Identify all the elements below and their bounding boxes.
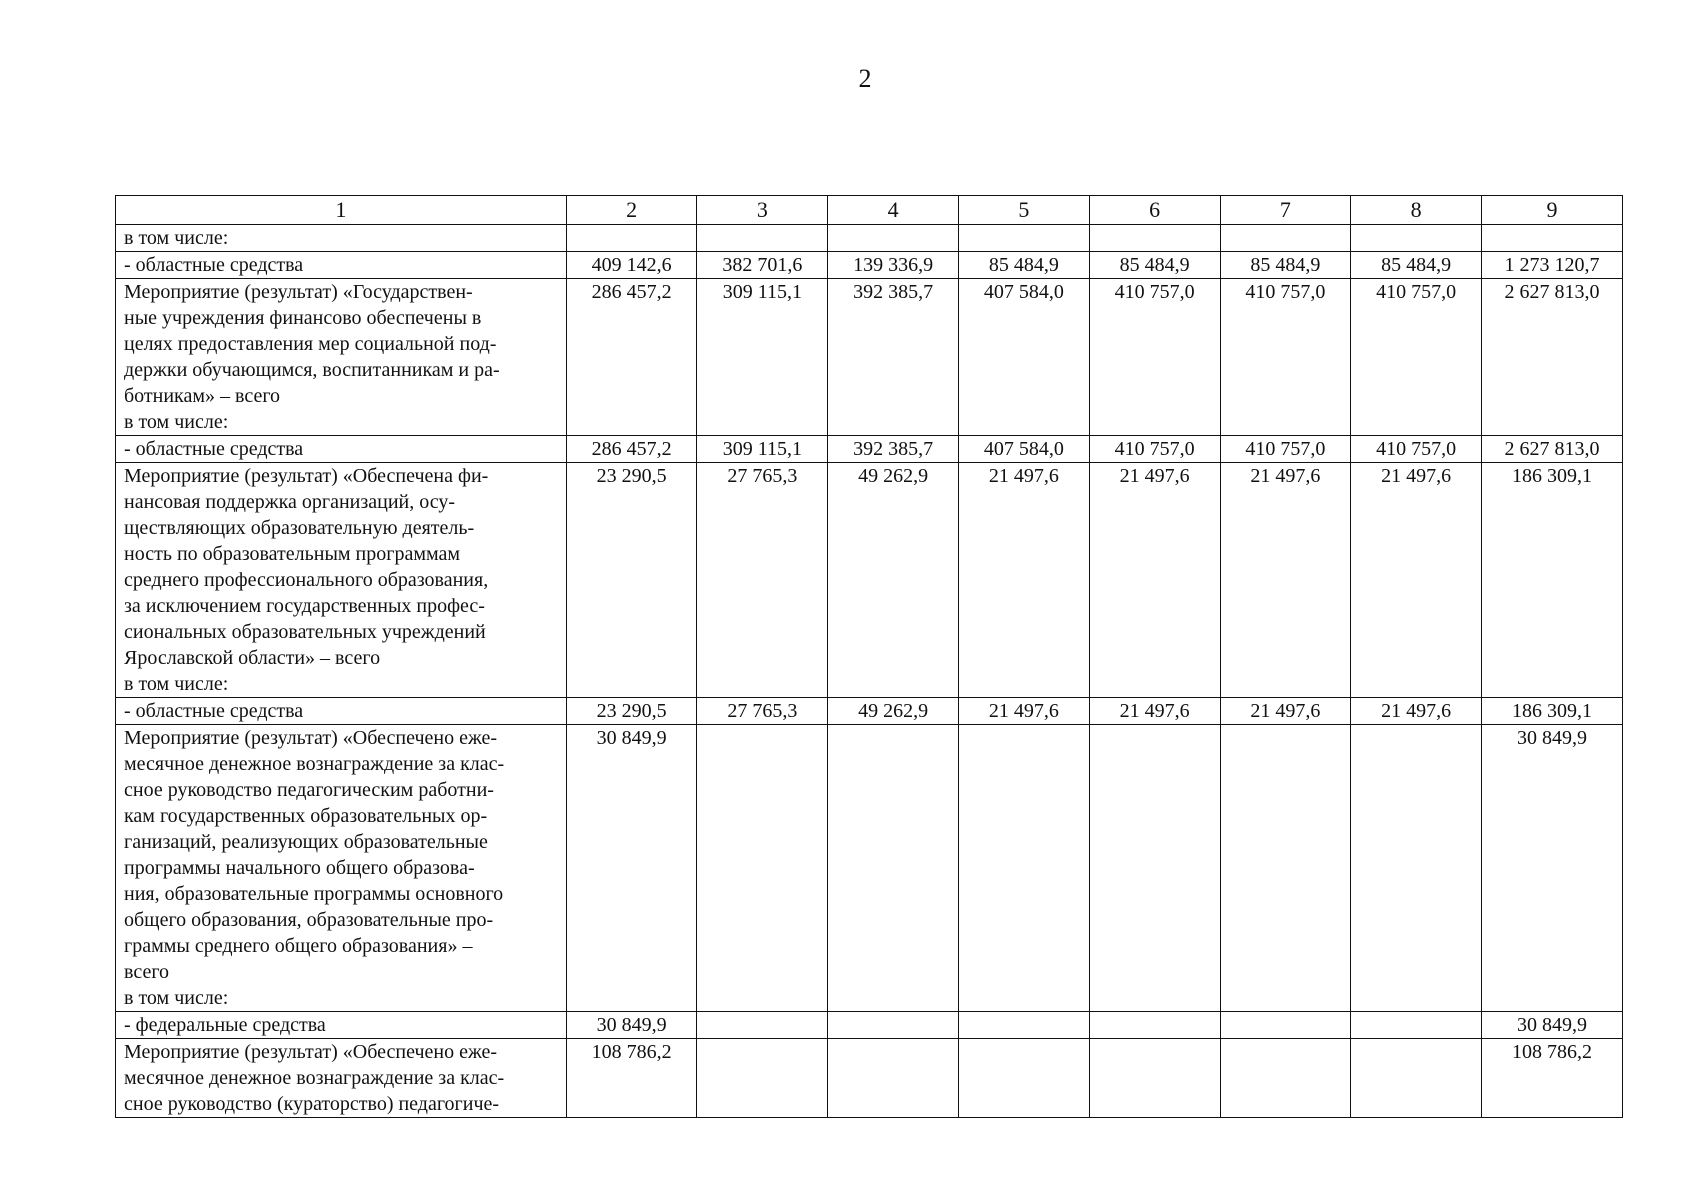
table-row xyxy=(116,279,1623,436)
value-cell-col-3: 27 765,3 xyxy=(697,698,828,725)
value-cell-col-2 xyxy=(566,225,697,252)
value-cell-col-2: 108 786,2 xyxy=(566,1039,697,1118)
description-line: Мероприятие (результат) «Обеспечена фи- xyxy=(124,465,489,487)
description-line: Мероприятие (результат) «Обеспечено еже- xyxy=(124,727,498,749)
description-line: сное руководство (кураторство) педагогиче- xyxy=(124,1093,500,1115)
description-line: граммы среднего общего образования» – xyxy=(124,935,473,957)
value-cell-col-4: 49 262,9 xyxy=(828,698,959,725)
description-line: общего образования, образовательные про- xyxy=(124,909,494,931)
value-cell-col-8: 21 497,6 xyxy=(1351,463,1482,698)
budget-table xyxy=(115,195,1623,1118)
value-cell-col-2: 409 142,6 xyxy=(566,252,697,279)
description-line: сное руководство педагогическим работни- xyxy=(124,779,494,801)
table-header xyxy=(116,196,1623,225)
table-row xyxy=(116,225,1623,252)
description-line: всего xyxy=(124,961,170,983)
value-cell-col-9: 1 273 120,7 xyxy=(1482,252,1623,279)
description-line: месячное денежное вознаграждение за клас- xyxy=(124,1067,505,1089)
header-cell: 3 xyxy=(697,196,828,225)
description-line: ботникам» – всего xyxy=(124,385,281,407)
header-cell: 1 xyxy=(116,196,567,225)
value-cell-col-2: 23 290,5 xyxy=(566,463,697,698)
description-line: в том числе: xyxy=(124,411,229,433)
value-cell-col-7: 410 757,0 xyxy=(1220,279,1351,436)
value-cell-col-6: 410 757,0 xyxy=(1089,436,1220,463)
value-cell-col-9: 30 849,9 xyxy=(1482,1012,1623,1039)
value-cell-col-3: 27 765,3 xyxy=(697,463,828,698)
value-cell-col-9: 186 309,1 xyxy=(1482,698,1623,725)
description-line: сиональных образовательных учреждений xyxy=(124,621,486,643)
description-line: ния, образовательные программы основного xyxy=(124,883,504,905)
value-cell-col-8 xyxy=(1351,225,1482,252)
value-cell-col-5: 21 497,6 xyxy=(958,698,1089,725)
value-cell-col-5: 407 584,0 xyxy=(958,436,1089,463)
value-cell-col-3 xyxy=(697,1039,828,1118)
value-cell-col-4: 392 385,7 xyxy=(828,436,959,463)
description-line: - федеральные средства xyxy=(124,1014,326,1036)
value-cell-col-7 xyxy=(1220,225,1351,252)
header-cell: 4 xyxy=(828,196,959,225)
description-line: Мероприятие (результат) «Обеспечено еже- xyxy=(124,1041,498,1063)
value-cell-col-2: 286 457,2 xyxy=(566,279,697,436)
row-description-cell xyxy=(116,725,567,1012)
row-description-cell xyxy=(116,698,567,725)
header-row xyxy=(116,196,1623,225)
description-line: в том числе: xyxy=(124,227,229,249)
value-cell-col-3: 309 115,1 xyxy=(697,279,828,436)
value-cell-col-7: 21 497,6 xyxy=(1220,463,1351,698)
header-cell: 9 xyxy=(1482,196,1623,225)
description-line: держки обучающимся, воспитанникам и ра- xyxy=(124,359,500,381)
table-body xyxy=(116,225,1623,1118)
value-cell-col-7: 21 497,6 xyxy=(1220,698,1351,725)
page-number: 2 xyxy=(858,64,872,93)
value-cell-col-2: 30 849,9 xyxy=(566,1012,697,1039)
value-cell-col-8: 410 757,0 xyxy=(1351,436,1482,463)
value-cell-col-6: 85 484,9 xyxy=(1089,252,1220,279)
value-cell-col-3 xyxy=(697,725,828,1012)
value-cell-col-8: 21 497,6 xyxy=(1351,698,1482,725)
description-line: в том числе: xyxy=(124,987,229,1009)
value-cell-col-6 xyxy=(1089,1039,1220,1118)
value-cell-col-5: 85 484,9 xyxy=(958,252,1089,279)
value-cell-col-2: 286 457,2 xyxy=(566,436,697,463)
value-cell-col-6 xyxy=(1089,225,1220,252)
value-cell-col-5: 407 584,0 xyxy=(958,279,1089,436)
value-cell-col-7: 410 757,0 xyxy=(1220,436,1351,463)
header-cell: 2 xyxy=(566,196,697,225)
value-cell-col-9: 30 849,9 xyxy=(1482,725,1623,1012)
value-cell-col-8: 85 484,9 xyxy=(1351,252,1482,279)
value-cell-col-2: 23 290,5 xyxy=(566,698,697,725)
value-cell-col-3: 309 115,1 xyxy=(697,436,828,463)
description-line: кам государственных образовательных ор- xyxy=(124,805,488,827)
description-line: месячное денежное вознаграждение за клас- xyxy=(124,753,505,775)
value-cell-col-9: 186 309,1 xyxy=(1482,463,1623,698)
value-cell-col-9: 2 627 813,0 xyxy=(1482,436,1623,463)
description-line: нансовая поддержка организаций, осу- xyxy=(124,491,456,513)
table-row xyxy=(116,1039,1623,1118)
value-cell-col-4 xyxy=(828,1039,959,1118)
value-cell-col-4: 392 385,7 xyxy=(828,279,959,436)
value-cell-col-5 xyxy=(958,1039,1089,1118)
value-cell-col-7 xyxy=(1220,1039,1351,1118)
description-line: ные учреждения финансово обеспечены в xyxy=(124,307,482,329)
value-cell-col-7 xyxy=(1220,1012,1351,1039)
value-cell-col-8: 410 757,0 xyxy=(1351,279,1482,436)
value-cell-col-3 xyxy=(697,1012,828,1039)
description-line: ность по образовательным программам xyxy=(124,543,461,565)
description-line: в том числе: xyxy=(124,673,229,695)
table-row xyxy=(116,436,1623,463)
value-cell-col-6: 410 757,0 xyxy=(1089,279,1220,436)
value-cell-col-8 xyxy=(1351,1039,1482,1118)
row-description-cell xyxy=(116,1012,567,1039)
value-cell-col-8 xyxy=(1351,725,1482,1012)
value-cell-col-4 xyxy=(828,725,959,1012)
header-cell: 8 xyxy=(1351,196,1482,225)
value-cell-col-3: 382 701,6 xyxy=(697,252,828,279)
row-description-cell xyxy=(116,252,567,279)
value-cell-col-6: 21 497,6 xyxy=(1089,463,1220,698)
description-line: Ярославской области» – всего xyxy=(124,647,381,669)
row-description-cell xyxy=(116,436,567,463)
description-line: - областные средства xyxy=(124,254,304,276)
description-line: - областные средства xyxy=(124,700,304,722)
description-line: среднего профессионального образования, xyxy=(124,569,489,591)
value-cell-col-6 xyxy=(1089,725,1220,1012)
value-cell-col-8 xyxy=(1351,1012,1482,1039)
row-description-cell xyxy=(116,1039,567,1118)
description-line: - областные средства xyxy=(124,438,304,460)
header-cell: 6 xyxy=(1089,196,1220,225)
value-cell-col-9: 108 786,2 xyxy=(1482,1039,1623,1118)
header-cell: 5 xyxy=(958,196,1089,225)
description-line: ганизаций, реализующих образовательные xyxy=(124,831,488,853)
row-description-cell xyxy=(116,225,567,252)
value-cell-col-6: 21 497,6 xyxy=(1089,698,1220,725)
description-line: Мероприятие (результат) «Государствен- xyxy=(124,281,473,303)
description-line: целях предоставления мер социальной под- xyxy=(124,333,497,355)
value-cell-col-7: 85 484,9 xyxy=(1220,252,1351,279)
description-line: ществляющих образовательную деятель- xyxy=(124,517,475,539)
value-cell-col-2: 30 849,9 xyxy=(566,725,697,1012)
row-description-cell xyxy=(116,463,567,698)
value-cell-col-4: 49 262,9 xyxy=(828,463,959,698)
table-row xyxy=(116,725,1623,1012)
value-cell-col-4 xyxy=(828,1012,959,1039)
value-cell-col-4 xyxy=(828,225,959,252)
value-cell-col-5 xyxy=(958,1012,1089,1039)
header-cell: 7 xyxy=(1220,196,1351,225)
value-cell-col-9 xyxy=(1482,225,1623,252)
value-cell-col-3 xyxy=(697,225,828,252)
table-row xyxy=(116,463,1623,698)
value-cell-col-9: 2 627 813,0 xyxy=(1482,279,1623,436)
value-cell-col-6 xyxy=(1089,1012,1220,1039)
table-row xyxy=(116,252,1623,279)
value-cell-col-4: 139 336,9 xyxy=(828,252,959,279)
value-cell-col-5 xyxy=(958,225,1089,252)
value-cell-col-5: 21 497,6 xyxy=(958,463,1089,698)
value-cell-col-7 xyxy=(1220,725,1351,1012)
description-line: программы начального общего образова- xyxy=(124,857,475,879)
table-row xyxy=(116,1012,1623,1039)
description-line: за исключением государственных профес- xyxy=(124,595,485,617)
value-cell-col-5 xyxy=(958,725,1089,1012)
row-description-cell xyxy=(116,279,567,436)
table-row xyxy=(116,698,1623,725)
